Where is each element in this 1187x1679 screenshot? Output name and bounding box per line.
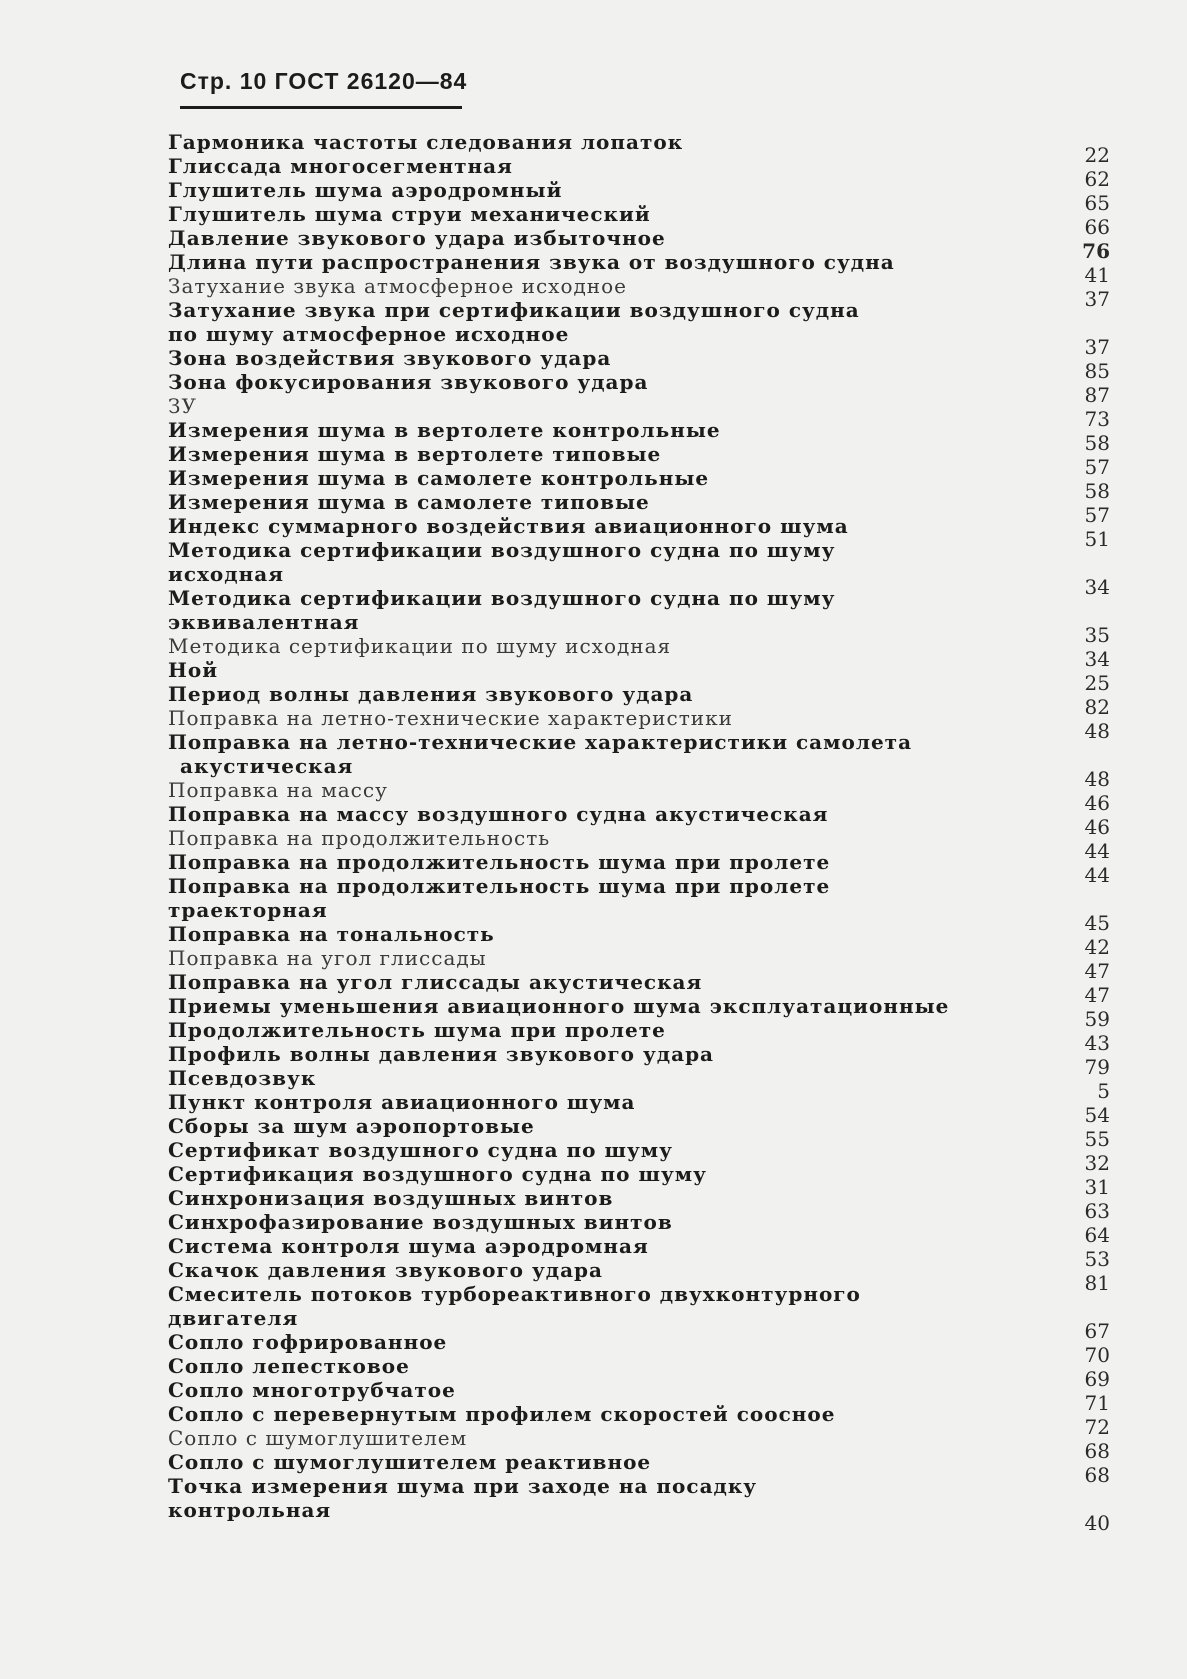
term-line: Глушитель шума струи механический <box>168 202 651 226</box>
page-number: 54 <box>1084 1103 1110 1127</box>
page-numbers-column <box>1040 143 1110 1535</box>
terms-list <box>168 130 950 1522</box>
page-number: 35 <box>1084 623 1110 647</box>
term-line: Псевдозвук <box>168 1066 317 1090</box>
term-line: Поправка на массу воздушного судна акустическая <box>168 802 829 826</box>
term-line: Поправка на тональность <box>168 922 495 946</box>
term-line: Приемы уменьшения авиационного шума эксплуатационные <box>168 994 950 1018</box>
page-number: 31 <box>1084 1175 1110 1199</box>
term-line: Точка измерения шума при заходе на посадку <box>168 1474 758 1498</box>
term-line: траекторная <box>168 898 328 922</box>
term-line: Глиссада многосегментная <box>168 154 513 178</box>
term-line: Методика сертификации по шуму исходная <box>168 634 672 658</box>
term-line: Поправка на угол глиссады <box>168 946 487 970</box>
page-number: 64 <box>1084 1223 1110 1247</box>
term-line: Индекс суммарного воздействия авиационного шума <box>168 514 849 538</box>
term-line: Зона фокусирования звукового удара <box>168 370 649 394</box>
term-line: акустическая <box>180 754 354 778</box>
page-number: 66 <box>1084 215 1110 239</box>
term-line: Сопло гофрированное <box>168 1330 448 1354</box>
term-line: по шуму атмосферное исходное <box>168 322 570 346</box>
term-line: Методика сертификации воздушного судна по шуму <box>168 538 836 562</box>
page-number: 37 <box>1084 287 1110 311</box>
page-number: 70 <box>1084 1343 1110 1367</box>
page-number: 65 <box>1084 191 1110 215</box>
term-line: Глушитель шума аэродромный <box>168 178 563 202</box>
page-number: 58 <box>1084 479 1110 503</box>
header-rule <box>180 106 462 109</box>
page-header: Стр. 10 ГОСТ 26120—84 <box>180 68 468 94</box>
page-number: 47 <box>1084 983 1110 1007</box>
term-line: Измерения шума в вертолете контрольные <box>168 418 721 442</box>
page-number: 46 <box>1084 815 1110 839</box>
page-number: 47 <box>1084 959 1110 983</box>
blank-row <box>1040 551 1110 575</box>
term-line: контрольная <box>168 1498 332 1522</box>
term-line: Затухание звука при сертификации воздушного судна <box>168 298 860 322</box>
term-line: эквивалентная <box>168 610 360 634</box>
term-line: Профиль волны давления звукового удара <box>168 1042 715 1066</box>
term-line: Скачок давления звукового удара <box>168 1258 604 1282</box>
term-line: Измерения шума в самолете контрольные <box>168 466 710 490</box>
term-line: Сопло многотрубчатое <box>168 1378 456 1402</box>
page-number: 34 <box>1084 647 1110 671</box>
term-line: Синхронизация воздушных винтов <box>168 1186 614 1210</box>
term-line: Синхрофазирование воздушных винтов <box>168 1210 673 1234</box>
page-number: 44 <box>1084 839 1110 863</box>
page-number: 41 <box>1084 263 1110 287</box>
term-line: Поправка на продолжительность шума при пролете <box>168 874 831 898</box>
page-number: 76 <box>1082 239 1110 263</box>
page-number: 53 <box>1084 1247 1110 1271</box>
page-number: 57 <box>1084 503 1110 527</box>
page-number: 59 <box>1084 1007 1110 1031</box>
page-number: 85 <box>1084 359 1110 383</box>
page-number: 25 <box>1084 671 1110 695</box>
term-line: Давление звукового удара избыточное <box>168 226 666 250</box>
page-number: 55 <box>1084 1127 1110 1151</box>
page-number: 87 <box>1084 383 1110 407</box>
page-number: 45 <box>1084 911 1110 935</box>
page-number: 81 <box>1084 1271 1110 1295</box>
page-number: 32 <box>1084 1151 1110 1175</box>
term-line: Затухание звука атмосферное исходное <box>168 274 628 298</box>
term-line: Система контроля шума аэродромная <box>168 1234 649 1258</box>
term-line: Длина пути распространения звука от воздушного судна <box>168 250 895 274</box>
page-number: 68 <box>1084 1463 1110 1487</box>
page-number: 73 <box>1084 407 1110 431</box>
page-number: 43 <box>1084 1031 1110 1055</box>
term-line: Поправка на массу <box>168 778 388 802</box>
page-number: 57 <box>1084 455 1110 479</box>
page-number: 22 <box>1084 143 1110 167</box>
term-line: Измерения шума в вертолете типовые <box>168 442 662 466</box>
term-line: Сборы за шум аэропортовые <box>168 1114 535 1138</box>
term-line: Поправка на летно-технические характеристики <box>168 706 733 730</box>
term-line: Методика сертификации воздушного судна по шуму <box>168 586 836 610</box>
page-number: 71 <box>1084 1391 1110 1415</box>
term-line: Сопло с перевернутым профилем скоростей соосное <box>168 1402 836 1426</box>
page-number: 42 <box>1084 935 1110 959</box>
page-number: 44 <box>1084 863 1110 887</box>
page-number: 46 <box>1084 791 1110 815</box>
term-line: двигателя <box>168 1306 299 1330</box>
term-line: Продолжительность шума при пролете <box>168 1018 666 1042</box>
term-line: Сертификация воздушного судна по шуму <box>168 1162 707 1186</box>
page-number: 82 <box>1084 695 1110 719</box>
term-line: Ной <box>168 658 219 682</box>
term-line: Гармоника частоты следования лопаток <box>168 130 684 154</box>
page-number: 68 <box>1084 1439 1110 1463</box>
term-line: Поправка на летно-технические характеристики самолета <box>168 730 913 754</box>
page-number: 34 <box>1084 575 1110 599</box>
term-line: Пункт контроля авиационного шума <box>168 1090 636 1114</box>
blank-row <box>1040 311 1110 335</box>
blank-row <box>1040 743 1110 767</box>
term-line: ЗУ <box>168 394 197 418</box>
page-number: 58 <box>1084 431 1110 455</box>
page-number: 69 <box>1084 1367 1110 1391</box>
term-line: Сопло с шумоглушителем реактивное <box>168 1450 652 1474</box>
page-number: 63 <box>1084 1199 1110 1223</box>
term-line: Смеситель потоков турбореактивного двухконтурного <box>168 1282 861 1306</box>
term-line: Поправка на угол глиссады акустическая <box>168 970 703 994</box>
term-line: Зона воздействия звукового удара <box>168 346 612 370</box>
term-line: Измерения шума в самолете типовые <box>168 490 650 514</box>
term-line: Сопло с шумоглушителем <box>168 1426 468 1450</box>
blank-row <box>1040 599 1110 623</box>
page-number: 5 <box>1097 1079 1110 1103</box>
term-line: Поправка на продолжительность <box>168 826 551 850</box>
blank-row <box>1040 887 1110 911</box>
page-number: 40 <box>1084 1511 1110 1535</box>
page-number: 67 <box>1084 1319 1110 1343</box>
blank-row <box>1040 1295 1110 1319</box>
page-number: 51 <box>1084 527 1110 551</box>
page-number: 62 <box>1084 167 1110 191</box>
term-line: исходная <box>168 562 284 586</box>
term-line: Поправка на продолжительность шума при пролете <box>168 850 831 874</box>
term-line: Сопло лепестковое <box>168 1354 410 1378</box>
term-line: Период волны давления звукового удара <box>168 682 694 706</box>
page-number: 48 <box>1084 767 1110 791</box>
term-line: Сертификат воздушного судна по шуму <box>168 1138 673 1162</box>
blank-row <box>1040 1487 1110 1511</box>
page-number: 72 <box>1084 1415 1110 1439</box>
page-number: 37 <box>1084 335 1110 359</box>
page-number: 79 <box>1084 1055 1110 1079</box>
page-number: 48 <box>1084 719 1110 743</box>
